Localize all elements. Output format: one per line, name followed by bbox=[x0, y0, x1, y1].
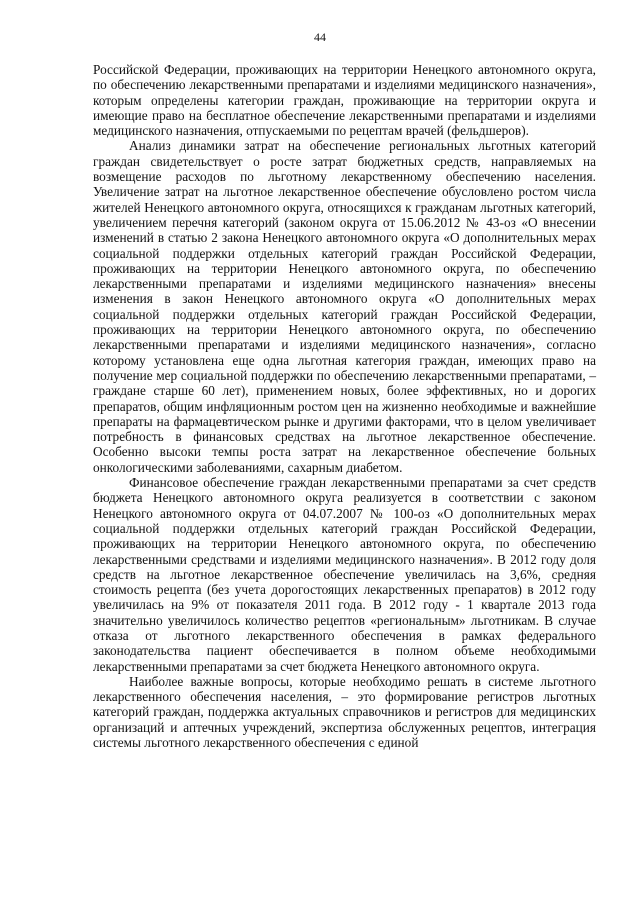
paragraph-continuation: Российской Федерации, проживающих на территории Ненецкого автономного округа, по обеспечению лекарственными препаратами и изделиями медицинского назначения», которым определены категории граждан, проживающие на территории округа и имеющие право на бесплатное обеспечение лекарственными препаратами и изделиями медицинского назначения, отпускаемыми по рецептам врачей (фельдшеров). bbox=[93, 62, 596, 139]
paragraph-key-issues: Наиболее важные вопросы, которые необходимо решать в системе льготного лекарственного обеспечения населения, – это формирование регистров льготных категорий граждан, поддержка актуальных справочников и регистров для медицинских организаций и аптечных учреждений, экспертиза обслуженных рецептов, интеграция системы льготного лекарственного обеспечения с единой bbox=[93, 673, 596, 751]
document-body bbox=[93, 62, 596, 750]
paragraph-cost-dynamics: Анализ динамики затрат на обеспечение региональных льготных категорий граждан свидетельствует о росте затрат бюджетных средств, направляемых на возмещение расходов по льготному лекарственному обеспечению населения. Увеличение затрат на льготное лекарственное обеспечение обусловлено ростом числа жителей Ненецкого автономного округа, относящихся к гражданам льготных категорий, увеличением перечня категорий (законом округа от 15.06.2012 № 43-оз «О внесении изменений в статью 2 закона Ненецкого автономного округа «О дополнительных мерах социальной поддержки отдельных категорий граждан Российской Федерации, проживающих на территории Ненецкого автономного округа, по обеспечению лекарственными препаратами и изделиями медицинского назначения» внесены изменения в закон Ненецкого автономного округа «О дополнительных мерах социальной поддержки отдельных категорий граждан Российской Федерации, проживающих на территории Ненецкого автономного округа, по обеспечению лекарственными препаратами и изделиями медицинского назначения», согласно которому установлена еще одна льготная категория граждан, имеющих право на получение мер социальной поддержки по обеспечению лекарственными препаратами, – граждане старше 60 лет), применением новых, более эффективных, но и дорогих препаратов, общим инфляционным ростом цен на жизненно необходимые и важнейшие препараты на фармацевтическом рынке и другими факторами, что в целом увеличивает потребность в финансовых средствах на льготное лекарственное обеспечение. Особенно высоки темпы роста затрат на лекарственное обеспечение больных онкологическими заболеваниями, сахарным диабетом. bbox=[93, 138, 596, 475]
page-number: 44 bbox=[314, 30, 326, 44]
paragraph-financing: Финансовое обеспечение граждан лекарственными препаратами за счет средств бюджета Ненецкого автономного округа реализуется в соответствии с законом Ненецкого автономного округа от 04.07.2007 № 100-оз «О дополнительных мерах социальной поддержки отдельных категорий граждан Российской Федерации, проживающих на территории Ненецкого автономного округа, по обеспечению лекарственными средствами и изделиями медицинского назначения». В 2012 году доля средств на льготное лекарственное обеспечение увеличилась на 3,6%, средняя стоимость рецепта (без учета дорогостоящих лекарственных препаратов) в 2012 году увеличилась на 9% от показателя 2011 года. В 2012 году - 1 квартале 2013 года значительно увеличилось количество рецептов «региональным» льготникам. В случае отказа от льготного лекарственного обеспечения в рамках федерального законодательства пациент обеспечивается в полном объеме необходимыми лекарственными препаратами за счет бюджета Ненецкого автономного округа. bbox=[93, 475, 596, 674]
